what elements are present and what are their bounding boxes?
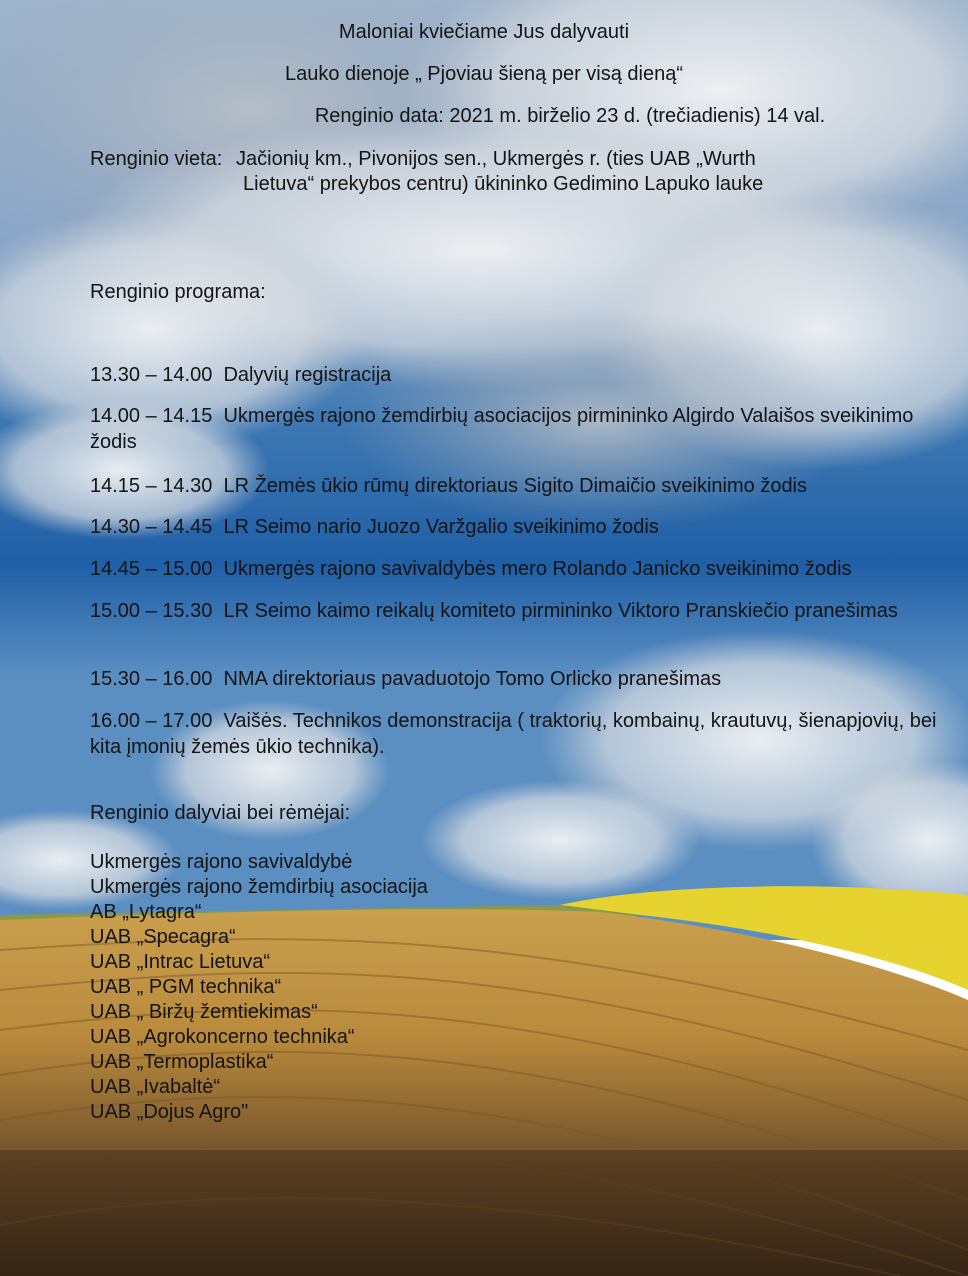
event-title: Lauko dienoje „ Pjoviau šieną per visą dieną“	[284, 63, 684, 85]
sponsor-item: Ukmergės rajono savivaldybė	[90, 851, 353, 873]
sponsor-item: Ukmergės rajono žemdirbių asociacija	[90, 876, 428, 898]
program-time: 15.00 – 15.30	[90, 600, 213, 622]
program-item	[90, 362, 940, 388]
program-item	[90, 473, 940, 499]
event-place-line: Lietuva“ prekybos centru) ūkininko Gedimino Lapuko lauke	[243, 173, 764, 195]
program-item	[90, 598, 940, 624]
sponsor-item: UAB „Intrac Lietuva“	[90, 951, 271, 973]
program-item	[90, 556, 940, 582]
program-time: 14.30 – 14.45	[90, 516, 213, 538]
sponsor-item: UAB „Dojus Agro"	[90, 1101, 249, 1123]
event-place-line: Jačionių km., Pivonijos sen., Ukmergės r. (ties UAB „Wurth	[236, 148, 756, 170]
program-time: 14.00 – 14.15	[90, 405, 213, 427]
sponsor-item: UAB „Agrokoncerno technika“	[90, 1026, 355, 1048]
sponsor-item: UAB „ PGM technika“	[90, 976, 282, 998]
sponsor-item: UAB „Termoplastika“	[90, 1051, 274, 1073]
event-place-label: Renginio vieta:	[90, 148, 223, 170]
program-time: 15.30 – 16.00	[90, 668, 213, 690]
program-item	[90, 403, 940, 455]
sponsor-item: AB „Lytagra“	[90, 901, 202, 923]
program-item	[90, 666, 940, 692]
program-heading: Renginio programa:	[90, 281, 266, 303]
program-time: 14.45 – 15.00	[90, 558, 213, 580]
sponsor-item: UAB „Specagra“	[90, 926, 236, 948]
program-text: LR Seimo kaimo reikalų komiteto pirmininko Viktoro Pranskiečio pranešimas	[223, 600, 898, 622]
program-item	[90, 514, 940, 540]
program-text: Ukmergės rajono savivaldybės mero Rolando Janicko sveikinimo žodis	[223, 558, 852, 580]
program-text: LR Seimo nario Juozo Varžgalio sveikinimo žodis	[223, 516, 659, 538]
program-text: Ukmergės rajono žemdirbių asociacijos pirmininko Algirdo Valaišos sveikinimo žodis	[90, 405, 914, 453]
program-time: 14.15 – 14.30	[90, 475, 213, 497]
sponsor-item: UAB „ Biržų žemtiekimas“	[90, 1001, 318, 1023]
sponsors-heading: Renginio dalyviai bei rėmėjai:	[90, 802, 351, 824]
invite-line: Maloniai kviečiame Jus dalyvauti	[338, 21, 630, 43]
program-item	[90, 708, 940, 760]
program-text: NMA direktoriaus pavaduotojo Tomo Orlicko pranešimas	[223, 668, 722, 690]
event-date: Renginio data: 2021 m. birželio 23 d. (trečiadienis) 14 val.	[314, 105, 826, 127]
program-text: LR Žemės ūkio rūmų direktoriaus Sigito Dimaičio sveikinimo žodis	[223, 475, 808, 497]
program-text: Dalyvių registracija	[223, 364, 392, 386]
program-time: 13.30 – 14.00	[90, 364, 213, 386]
program-time: 16.00 – 17.00	[90, 710, 213, 732]
program-text: Vaišės. Technikos demonstracija ( traktorių, kombainų, krautuvų, šienapjovių, bei kita įmonių žemės ūkio technika).	[90, 710, 937, 758]
sponsor-item: UAB „Ivabaltė“	[90, 1076, 221, 1098]
